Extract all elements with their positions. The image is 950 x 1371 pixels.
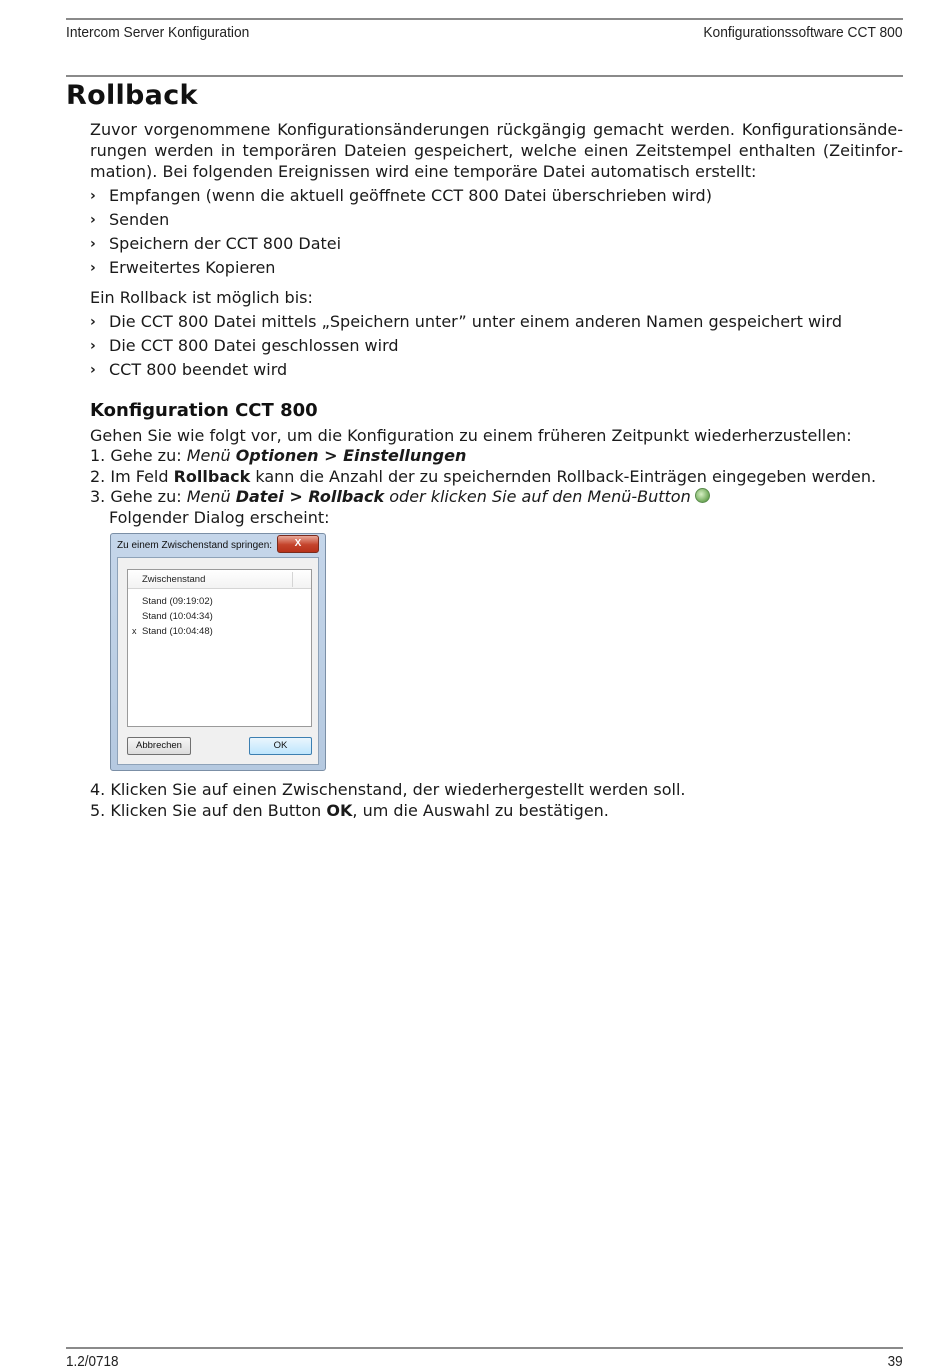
header-divider [66,75,903,77]
step-2: 2. Im Feld Rollback kann die Anzahl der zu speichernden Rollback-Einträgen eingegeben werden. [90,466,877,486]
list-item: › CCT 800 beendet wird [90,358,903,382]
steps-list [90,446,903,528]
header-right: Konfigurationssoftware CCT 800 [703,24,903,41]
section-intro: Gehen Sie wie folgt vor, um die Konfiguration zu einem früheren Zeitpunkt wiederherzustellen: [90,426,852,445]
list-item: › Senden [90,208,903,232]
header-rule [66,18,903,20]
chevron-right-icon: › [90,338,96,354]
list-item[interactable]: Stand (09:19:02) [142,596,213,607]
list-item: › Empfangen (wenn die aktuell geöffnete CCT 800 Datei überschrieben wird) [90,184,903,208]
event-list [90,184,903,280]
intro-paragraph: Zuvor vorgenommene Konfigurationsänderungen rückgängig gemacht werden. Konfigurationsänderungen werden in temporären Dateien gespeichert, welche einen Zeitstempel enthalten (Zeitinformation). Bei folgenden Ereignissen wird eine temporäre Datei automatisch erstellt: [90,120,903,181]
list-item[interactable]: Stand (10:04:34) [142,611,213,622]
snapshot-list[interactable] [127,569,312,727]
rollback-dialog [110,533,326,771]
dialog-intro: Folgender Dialog erscheint: [109,507,330,527]
column-header[interactable]: Zwischenstand [128,570,311,589]
step-5: 5. Klicken Sie auf den Button OK, um die Auswahl zu bestätigen. [90,801,609,820]
list-item: › Erweitertes Kopieren [90,256,903,280]
close-button[interactable]: X [277,535,319,553]
section-title: Konfiguration CCT 800 [90,400,318,421]
possible-until-list [90,310,903,382]
list-item[interactable]: x Stand (10:04:48) [132,626,213,637]
header-left: Intercom Server Konfiguration [66,24,250,41]
chevron-right-icon: › [90,188,96,204]
list-item: › Die CCT 800 Datei mittels „Speichern unter” unter einem anderen Namen gespeichert wird [90,310,903,334]
footer-version: 1.2/0718 [66,1353,119,1370]
cancel-button[interactable]: Abbrechen [127,737,191,755]
footer-rule [66,1347,903,1349]
list-item: › Speichern der CCT 800 Datei [90,232,903,256]
ok-button[interactable]: OK [249,737,312,755]
chevron-right-icon: › [90,260,96,276]
step-3: 3. Gehe zu: Menü Datei > Rollback oder klicken Sie auf den Menü-Button [90,487,903,508]
rollback-menu-icon [695,488,710,503]
step-1: 1. Gehe zu: Menü Optionen > Einstellungen [90,446,467,465]
dialog-body [117,557,319,765]
chevron-right-icon: › [90,212,96,228]
closing-steps [90,779,903,821]
column-separator [292,572,293,587]
chevron-right-icon: › [90,314,96,330]
possible-until-label: Ein Rollback ist möglich bis: [90,288,313,307]
list-item: › Die CCT 800 Datei geschlossen wird [90,334,903,358]
current-marker-icon: x [132,626,137,636]
step-4: 4. Klicken Sie auf einen Zwischenstand, der wiederhergestellt werden soll. [90,780,686,799]
page-number: 39 [887,1353,903,1370]
chevron-right-icon: › [90,236,96,252]
dialog-title: Zu einem Zwischenstand springen: [117,540,273,551]
main-content [90,119,903,528]
chevron-right-icon: › [90,362,96,378]
page-title: Rollback [66,80,198,111]
